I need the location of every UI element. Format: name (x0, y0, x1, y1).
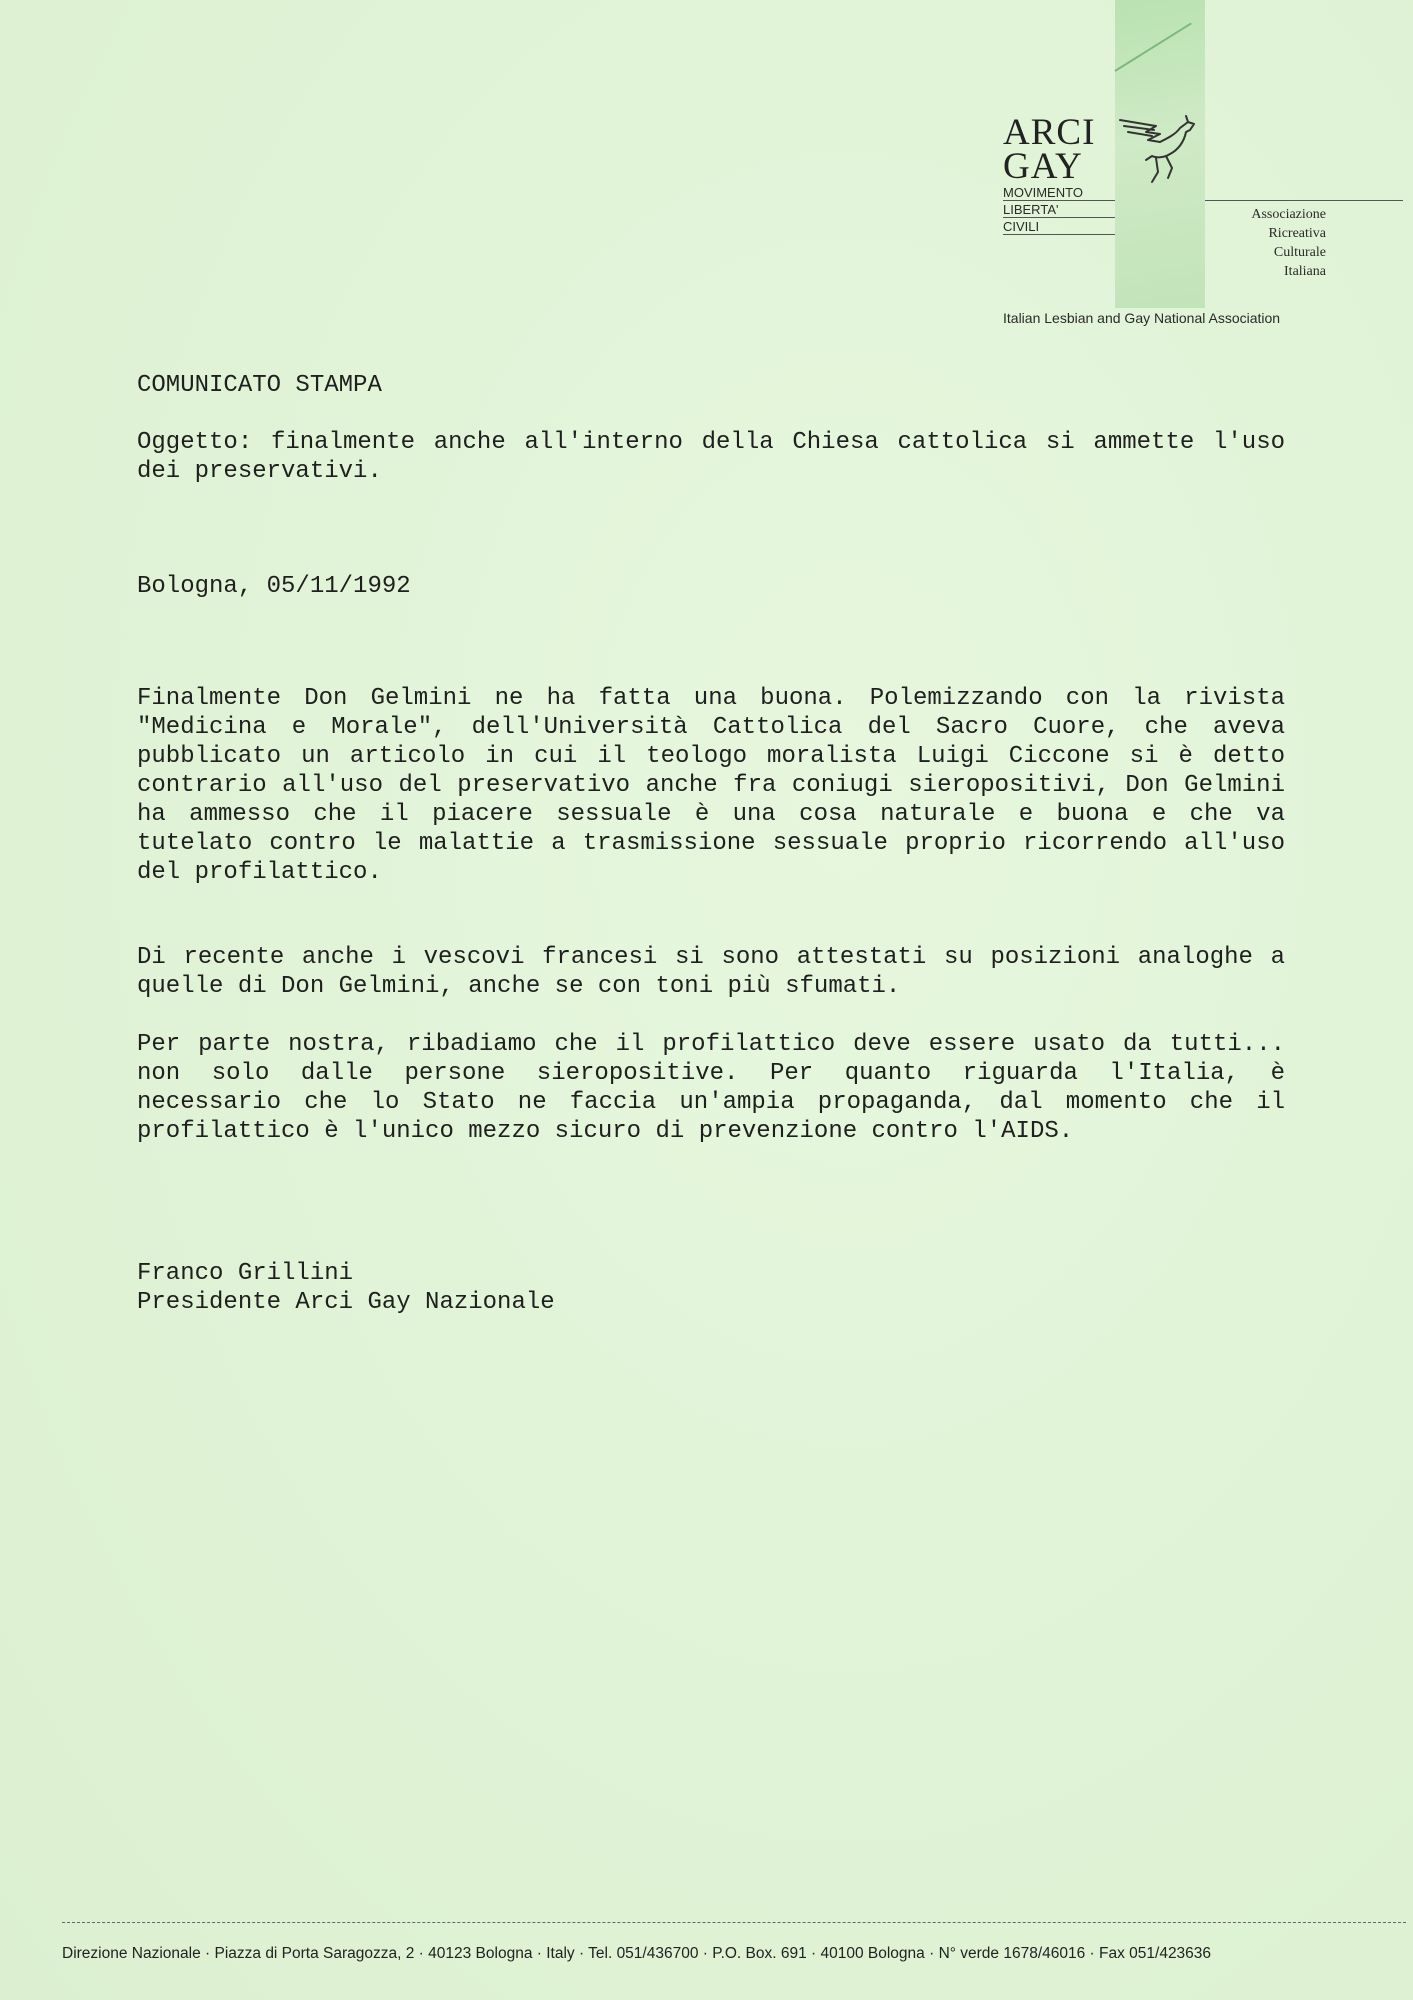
association-line-1: Associazione (1251, 207, 1326, 222)
brand-logotype (1003, 112, 1096, 187)
movement-label (1003, 184, 1115, 235)
brand-line-2: GAY (1003, 146, 1083, 187)
association-label (1206, 205, 1326, 281)
place-date: Bologna, 05/11/1992 (137, 573, 411, 600)
association-line-3: Culturale (1273, 245, 1326, 260)
paragraph-1: Finalmente Don Gelmini ne ha fatta una buona. Polemizzando con la rivista "Medicina e Morale", dell'Università Cattolica del Sacro Cuore, che aveva pubblicato un articolo in cui il teologo moralista Luigi Ciccone si è detto contrario all'uso del preservativo anche fra coniugi sieropositivi, Don Gelmini ha ammesso che il piacere sessuale è una cosa naturale e buona e che va tutelato contro le malattie a trasmissione sessuale proprio ricorrendo all'uso del profilattico. (137, 685, 1285, 886)
tagline: Italian Lesbian and Gay National Association (1003, 310, 1281, 326)
letterhead (0, 0, 1413, 340)
movement-line-3: CIVILI (1003, 218, 1115, 235)
movement-line-2: LIBERTA' (1003, 201, 1115, 218)
footer-address: Direzione Nazionale · Piazza di Porta Saragozza, 2 · 40123 Bologna · Italy · Tel. 051/436700 · P.O. Box. 691 · 40100 Bologna · N° verde 1678/46016 · Fax 051/423636 (62, 1945, 1212, 1962)
document-type: COMUNICATO STAMPA (137, 372, 382, 399)
paragraph-2: Di recente anche i vescovi francesi si sono attestati su posizioni analoghe a quelle di Don Gelmini, anche se con toni più sfumati. (137, 944, 1285, 1000)
signature (137, 1259, 1285, 1317)
subject-line: Oggetto: finalmente anche all'interno della Chiesa cattolica si ammette l'uso dei preservativi. (137, 429, 1285, 485)
signature-name: Franco Grillini (137, 1260, 354, 1287)
movement-line-1: MOVIMENTO (1003, 184, 1115, 201)
paragraph-3: Per parte nostra, ribadiamo che il profilattico deve essere usato da tutti... non solo dalle persone sieropositive. Per quanto riguarda l'Italia, è necessario che lo Stato ne faccia un'ampia propaganda, dal momento che il profilattico è l'unico mezzo sicuro di prevenzione contro l'AIDS. (137, 1031, 1285, 1145)
letterhead-divider (1205, 200, 1403, 201)
association-line-4: Italiana (1284, 264, 1326, 279)
signature-title: Presidente Arci Gay Nazionale (137, 1289, 555, 1316)
footer-divider (62, 1922, 1406, 1923)
winged-horse-icon (1116, 112, 1200, 188)
brand-line-1: ARCI (1003, 112, 1096, 153)
association-line-2: Ricreativa (1268, 226, 1326, 241)
